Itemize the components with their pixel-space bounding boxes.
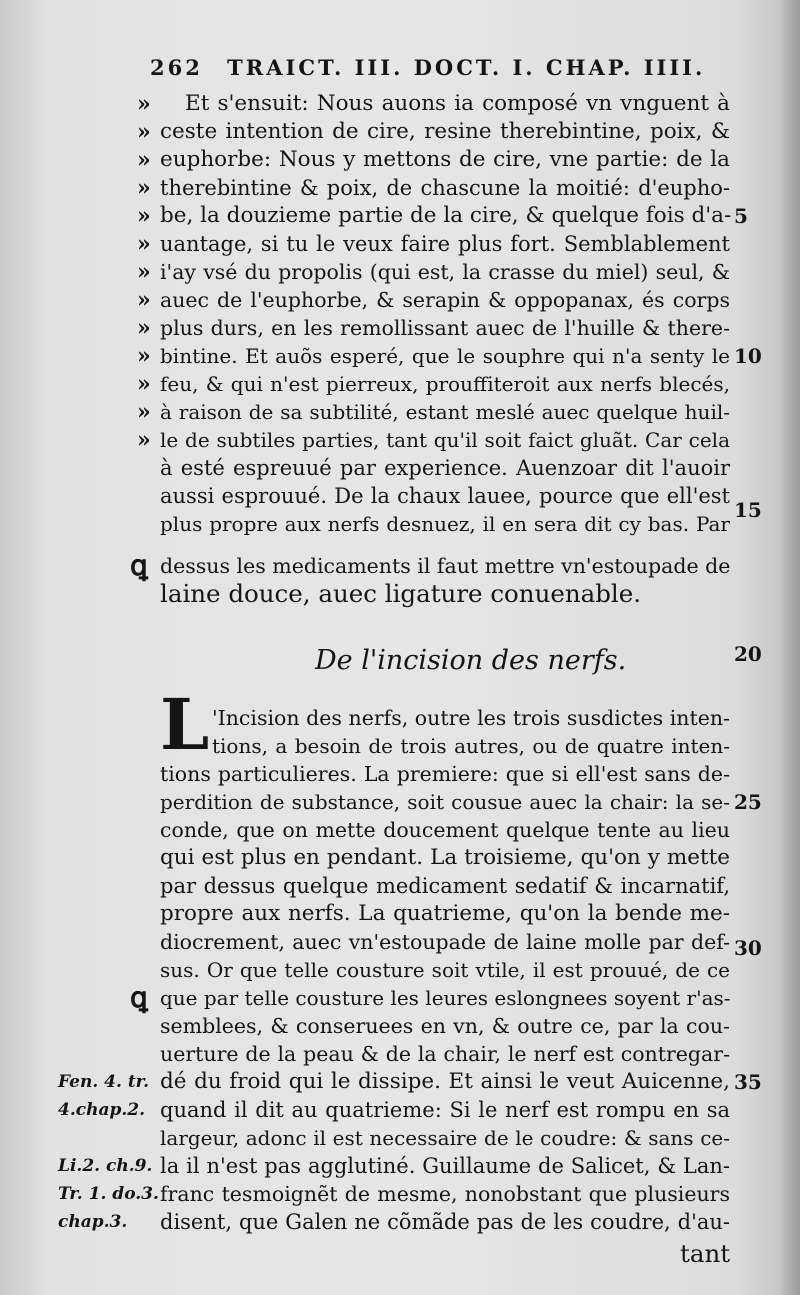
- paragraph-mark: ꝗ: [130, 549, 148, 582]
- line-number: 30: [734, 936, 762, 960]
- paragraph-mark: ꝗ: [130, 981, 148, 1014]
- quote-mark: »: [137, 343, 148, 369]
- margin-note: 4.chap.2.: [58, 1100, 146, 1120]
- quote-mark: »: [137, 427, 148, 453]
- quote-mark: »: [137, 147, 148, 173]
- text-line: dé du froid qui le dissipe. Et ainsi le veut Auicenne,: [160, 1069, 730, 1094]
- line-number: 5: [734, 204, 748, 228]
- text-line: 'Incision des nerfs, outre les trois susdictes inten-: [212, 706, 730, 730]
- margin-note: Fen. 4. tr.: [58, 1072, 149, 1092]
- page-number: 262: [150, 55, 203, 80]
- quote-mark: »: [137, 91, 148, 117]
- text-line: uerture de la peau & de la chair, le nerf est contregar-: [160, 1042, 730, 1066]
- running-header: [150, 55, 710, 85]
- text-line: à esté espreuué par experience. Auenzoar dit l'auoir: [160, 456, 730, 480]
- section-heading: De l'incision des nerfs.: [315, 645, 627, 676]
- text-line: disent, que Galen ne cõmãde pas de les coudre, d'au-: [160, 1210, 730, 1234]
- running-title: TRAICT. III. DOCT. I. CHAP. IIII.: [227, 55, 706, 80]
- text-line: plus propre aux nerfs desnuez, il en sera dit cy bas. Par: [160, 512, 730, 536]
- text-line: la il n'est pas agglutiné. Guillaume de Salicet, & Lan-: [160, 1154, 730, 1178]
- line-number: 15: [734, 498, 762, 522]
- text-line: bintine. Et auõs esperé, que le souphre qui n'a senty le: [160, 344, 730, 368]
- text-line: ceste intention de cire, resine therebintine, poix, &: [160, 119, 730, 144]
- text-line: uantage, si tu le veux faire plus fort. Semblablement: [160, 232, 730, 256]
- text-line: feu, & qui n'est pierreux, prouffiteroit aux nerfs blecés,: [160, 372, 730, 396]
- text-line: euphorbe: Nous y mettons de cire, vne partie: de la: [160, 147, 730, 172]
- line-number: 35: [734, 1070, 762, 1094]
- text-line: perdition de substance, soit cousue auec la chair: la se-: [160, 790, 730, 814]
- quote-mark: »: [137, 315, 148, 341]
- text-line: franc tesmoignẽt de mesme, nonobstant que plusieurs: [160, 1182, 730, 1206]
- text-line: diocrement, auec vn'estoupade de laine molle par def-: [160, 930, 730, 954]
- text-line: i'ay vsé du propolis (qui est, la crasse du miel) seul, &: [160, 260, 730, 284]
- quote-mark: »: [137, 203, 148, 229]
- line-number: 20: [734, 642, 762, 666]
- quote-mark: »: [137, 259, 148, 285]
- quote-mark: »: [137, 231, 148, 257]
- margin-note: chap.3.: [58, 1212, 128, 1232]
- text-line: à raison de sa subtilité, estant meslé auec quelque huil-: [160, 400, 730, 424]
- quote-mark: »: [137, 287, 148, 313]
- text-line: que par telle cousture les leures eslongnees soyent r'as-: [160, 986, 731, 1010]
- quote-mark: »: [137, 119, 148, 145]
- text-line: tions particulieres. La premiere: que si ell'est sans de-: [160, 762, 730, 786]
- text-line: quand il dit au quatrieme: Si le nerf est rompu en sa: [160, 1098, 730, 1122]
- drop-cap: L: [160, 683, 210, 766]
- text-line: auec de l'euphorbe, & serapin & oppopanax, és corps: [160, 288, 730, 312]
- quote-mark: »: [137, 371, 148, 397]
- line-number: 25: [734, 790, 762, 814]
- text-line: conde, que on mette doucement quelque tente au lieu: [160, 818, 730, 842]
- text-line: qui est plus en pendant. La troisieme, qu'on y mette: [160, 845, 730, 870]
- text-line: par dessus quelque medicament sedatif & incarnatif,: [160, 874, 730, 898]
- text-line: Et s'ensuit: Nous auons ia composé vn vnguent à: [185, 91, 730, 116]
- text-line: be, la douzieme partie de la cire, & quelque fois d'a-: [160, 203, 732, 228]
- text-line: propre aux nerfs. La quatrieme, qu'on la bende me-: [160, 901, 730, 926]
- quote-mark: »: [137, 399, 148, 425]
- text-line: dessus les medicaments il faut mettre vn'estoupade de: [160, 554, 731, 578]
- text-line: laine douce, auec ligature conuenable.: [160, 579, 642, 608]
- text-line: aussi esprouué. De la chaux lauee, pource que ell'est: [160, 484, 730, 508]
- margin-note: Li.2. ch.9.: [58, 1156, 153, 1176]
- catchword: tant: [680, 1239, 731, 1268]
- text-line: therebintine & poix, de chascune la moitié: d'eupho-: [160, 176, 730, 200]
- quote-mark: »: [137, 175, 148, 201]
- text-line: largeur, adonc il est necessaire de le coudre: & sans ce-: [160, 1126, 730, 1150]
- text-line: semblees, & conseruees en vn, & outre ce, par la cou-: [160, 1014, 730, 1038]
- text-line: tions, a besoin de trois autres, ou de quatre inten-: [212, 734, 730, 758]
- text-line: le de subtiles parties, tant qu'il soit faict gluãt. Car cela: [160, 428, 730, 452]
- line-number: 10: [734, 344, 762, 368]
- text-line: sus. Or que telle cousture soit vtile, il est prouué, de ce: [160, 958, 730, 982]
- page-edge-shadow: [778, 0, 800, 1295]
- margin-note: Tr. 1. do.3.: [58, 1184, 159, 1204]
- text-line: plus durs, en les remollissant auec de l'huille & there-: [160, 316, 730, 340]
